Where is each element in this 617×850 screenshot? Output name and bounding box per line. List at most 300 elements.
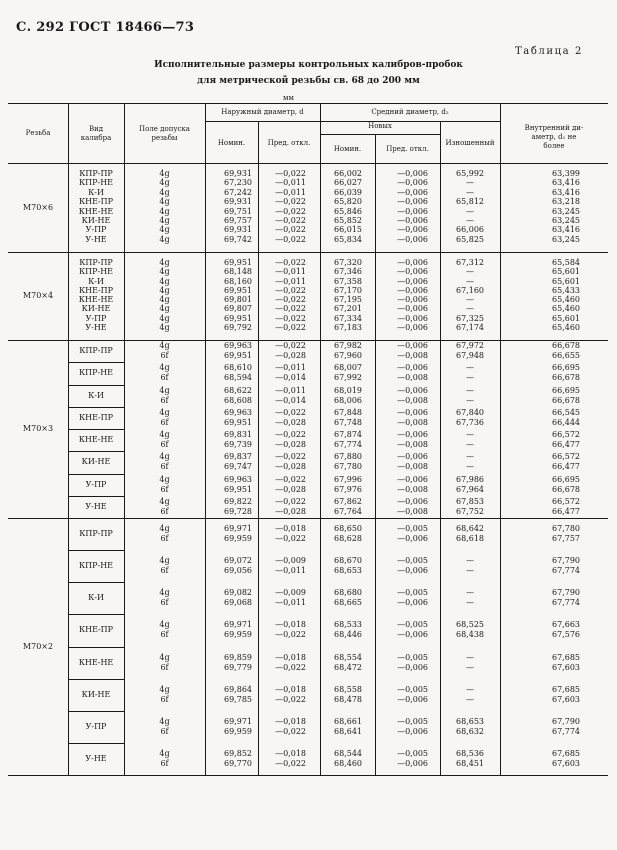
pitch-nominal-cell: 67,346 [334,267,362,277]
table-title-line1: Исполнительные размеры контрольных калибров-пробок [154,60,463,70]
pitch-nominal-cell: 67,748 [334,417,362,427]
gauge-type-cell: КПР-НЕ [78,561,114,571]
pitch-deviation-cell: —0,006 [397,322,428,332]
outer-nominal-cell: 69,751 [224,206,252,216]
inner-diameter-cell: 66,572 [552,452,580,462]
tolerance-cell: 4g [159,341,170,351]
worn-cell: — [466,556,474,566]
outer-deviation-cell: —0,022 [275,169,306,178]
tolerance-cell: 4g [159,197,170,207]
tolerance-cell: 6f [160,566,169,576]
pitch-deviation-cell: —0,006 [397,758,428,768]
pitch-deviation-cell: —0,006 [397,304,428,314]
worn-cell: — [466,440,474,450]
worn-cell: 65,992 [456,169,484,178]
pitch-deviation-cell: —0,006 [397,215,428,225]
outer-nominal-cell: 68,148 [224,267,252,277]
outer-nominal-cell: 69,082 [224,588,252,598]
outer-deviation-cell: —0,011 [275,363,306,373]
pitch-nominal-cell: 68,653 [334,566,362,576]
inner-diameter-cell: 66,678 [552,341,580,351]
pitch-deviation-cell: —0,008 [397,484,428,494]
outer-deviation-cell: —0,018 [275,620,306,630]
outer-nominal-cell: 69,822 [224,496,252,506]
pitch-nominal-cell: 68,670 [334,556,362,566]
tolerance-cell: 6f [160,630,169,640]
outer-deviation-cell: —0,022 [275,341,306,351]
gauge-type-cell: КПР-ПР [79,529,113,539]
tolerance-cell: 4g [159,684,170,694]
pitch-deviation-cell: —0,006 [397,662,428,672]
outer-deviation-cell: —0,018 [275,748,306,758]
inner-diameter-cell: 66,545 [552,407,580,417]
outer-nominal-cell: 69,852 [224,748,252,758]
worn-cell: — [466,694,474,704]
tolerance-cell: 4g [159,295,170,304]
outer-nominal-cell: 68,160 [224,276,252,286]
worn-cell: — [466,652,474,662]
outer-nominal-cell: 69,785 [224,694,252,704]
inner-diameter-cell: 67,685 [552,652,580,662]
outer-deviation-cell: —0,022 [275,197,306,207]
outer-deviation-cell: —0,022 [275,630,306,640]
worn-cell: — [466,178,474,188]
outer-nominal-cell: 69,963 [224,341,252,351]
worn-cell: 68,632 [456,726,484,736]
header-gauge-type: Вид [88,125,104,133]
outer-deviation-cell: —0,022 [275,534,306,544]
outer-deviation-cell: —0,022 [275,215,306,225]
worn-cell: 67,160 [456,285,484,295]
worn-cell: — [466,304,474,314]
worn-cell: 67,840 [456,407,484,417]
outer-nominal-cell: 69,963 [224,407,252,417]
tolerance-cell: 4g [159,234,170,244]
outer-nominal-cell: 69,971 [224,716,252,726]
pitch-deviation-cell: —0,008 [397,395,428,405]
worn-cell: 67,325 [456,313,484,323]
inner-diameter-cell: 66,477 [552,440,580,450]
worn-cell: — [466,267,474,277]
outer-nominal-cell: 68,594 [224,373,252,383]
gauge-type-cell: КНЕ-ПР [78,412,114,422]
pitch-nominal-cell: 67,334 [334,313,362,323]
header-inner-diameter: аметр, d₁ не [531,133,577,141]
tolerance-cell: 6f [160,598,169,608]
pitch-deviation-cell: —0,006 [397,407,428,417]
outer-nominal-cell: 69,971 [224,524,252,534]
worn-cell: — [466,395,474,405]
inner-diameter-cell: 65,460 [552,304,580,314]
gauge-type-cell: К-И [88,187,104,197]
units-label: мм [283,94,294,102]
pitch-nominal-cell: 67,195 [334,295,362,304]
tolerance-cell: 6f [160,534,169,544]
outer-deviation-cell: —0,022 [275,322,306,332]
outer-nominal-cell: 69,757 [224,215,252,225]
pitch-nominal-cell: 67,880 [334,452,362,462]
worn-cell: 68,525 [456,620,484,630]
pitch-deviation-cell: —0,006 [397,234,428,244]
outer-nominal-cell: 69,951 [224,313,252,323]
worn-cell: — [466,566,474,576]
worn-cell: — [466,462,474,472]
gauge-type-cell: К-И [88,390,104,400]
header-gauge-type: калибра [80,134,112,142]
worn-cell: 67,986 [456,474,484,484]
pitch-deviation-cell: —0,006 [397,474,428,484]
tolerance-cell: 6f [160,694,169,704]
pitch-deviation-cell: —0,006 [397,534,428,544]
outer-deviation-cell: —0,022 [275,234,306,244]
outer-nominal-cell: 69,951 [224,484,252,494]
pitch-deviation-cell: —0,005 [397,684,428,694]
gauge-rule [68,743,124,744]
pitch-nominal-cell: 66,002 [334,169,362,178]
gauge-type-cell: К-И [88,276,104,286]
gauge-type-cell: У-ПР [85,225,107,235]
tolerance-cell: 4g [159,313,170,323]
outer-deviation-cell: —0,028 [275,462,306,472]
outer-nominal-cell: 69,770 [224,758,252,768]
outer-nominal-cell: 69,971 [224,620,252,630]
worn-cell: — [466,684,474,694]
outer-deviation-cell: —0,022 [275,206,306,216]
outer-deviation-cell: —0,028 [275,440,306,450]
pitch-deviation-cell: —0,006 [397,452,428,462]
pitch-deviation-cell: —0,006 [397,313,428,323]
outer-deviation-cell: —0,022 [275,758,306,768]
outer-deviation-cell: —0,028 [275,351,306,361]
outer-nominal-cell: 69,959 [224,630,252,640]
outer-deviation-cell: —0,009 [275,588,306,598]
outer-nominal-cell: 69,959 [224,534,252,544]
outer-deviation-cell: —0,018 [275,716,306,726]
tolerance-cell: 4g [159,430,170,440]
outer-nominal-cell: 69,792 [224,322,252,332]
gauge-type-cell: У-НЕ [85,234,107,244]
inner-diameter-cell: 67,603 [552,694,580,704]
thread-size-label: М70×4 [22,291,54,300]
pitch-deviation-cell: —0,006 [397,430,428,440]
pitch-deviation-cell: —0,005 [397,652,428,662]
gauge-type-cell: КНЕ-ПР [78,197,114,207]
inner-diameter-cell: 67,685 [552,684,580,694]
tolerance-cell: 4g [159,258,170,267]
outer-nominal-cell: 69,951 [224,417,252,427]
pitch-nominal-cell: 67,183 [334,322,362,332]
pitch-nominal-cell: 68,641 [334,726,362,736]
worn-cell: — [466,363,474,373]
tolerance-cell: 4g [159,652,170,662]
gauge-rule [68,407,124,408]
inner-diameter-cell: 63,218 [552,197,580,207]
outer-deviation-cell: —0,022 [275,452,306,462]
outer-deviation-cell: —0,011 [275,598,306,608]
tolerance-cell: 4g [159,716,170,726]
gauge-type-cell: КНЕ-НЕ [78,435,114,445]
gauge-type-cell: КИ-НЕ [81,689,111,699]
gauge-type-cell: КНЕ-НЕ [78,206,114,216]
pitch-nominal-cell: 68,460 [334,758,362,768]
worn-cell: 67,964 [456,484,484,494]
outer-nominal-cell: 69,959 [224,726,252,736]
pitch-deviation-cell: —0,006 [397,496,428,506]
pitch-deviation-cell: —0,006 [397,206,428,216]
pitch-deviation-cell: —0,006 [397,197,428,207]
pitch-deviation-cell: —0,005 [397,620,428,630]
worn-cell: 67,752 [456,506,484,516]
gauge-type-cell: КНЕ-ПР [78,285,114,295]
tolerance-cell: 6f [160,662,169,672]
gauge-rule [68,614,124,615]
worn-cell: 67,972 [456,341,484,351]
pitch-nominal-cell: 68,665 [334,598,362,608]
worn-cell: — [466,385,474,395]
outer-deviation-cell: —0,009 [275,556,306,566]
outer-deviation-cell: —0,022 [275,313,306,323]
outer-deviation-cell: —0,022 [275,430,306,440]
pitch-nominal-cell: 68,544 [334,748,362,758]
outer-nominal-cell: 69,728 [224,506,252,516]
inner-diameter-cell: 67,757 [552,534,580,544]
table-title-line2: для метрической резьбы св. 68 до 200 мм [197,76,420,86]
gauge-rule [68,711,124,712]
pitch-deviation-cell: —0,008 [397,373,428,383]
outer-deviation-cell: —0,022 [275,474,306,484]
pitch-nominal-cell: 67,996 [334,474,362,484]
inner-diameter-cell: 63,245 [552,234,580,244]
pitch-deviation-cell: —0,005 [397,524,428,534]
outer-deviation-cell: —0,018 [275,684,306,694]
outer-nominal-cell: 69,951 [224,351,252,361]
outer-nominal-cell: 69,072 [224,556,252,566]
inner-diameter-cell: 63,245 [552,206,580,216]
worn-cell: 67,736 [456,417,484,427]
tolerance-cell: 4g [159,620,170,630]
outer-deviation-cell: —0,028 [275,506,306,516]
worn-cell: — [466,276,474,286]
inner-diameter-cell: 67,663 [552,620,580,630]
thread-size-label: М70×3 [22,424,54,433]
outer-deviation-cell: —0,022 [275,304,306,314]
worn-cell: 65,825 [456,234,484,244]
outer-deviation-cell: —0,011 [275,178,306,188]
outer-deviation-cell: —0,028 [275,484,306,494]
worn-cell: 68,451 [456,758,484,768]
pitch-nominal-cell: 67,862 [334,496,362,506]
gauge-rule [68,679,124,680]
pitch-nominal-cell: 67,960 [334,351,362,361]
pitch-deviation-cell: —0,006 [397,169,428,178]
outer-nominal-cell: 69,807 [224,304,252,314]
inner-diameter-cell: 67,685 [552,748,580,758]
pitch-nominal-cell: 67,764 [334,506,362,516]
outer-nominal-cell: 69,831 [224,430,252,440]
inner-diameter-cell: 63,416 [552,225,580,235]
block-rule [8,340,608,341]
inner-diameter-cell: 63,245 [552,215,580,225]
outer-nominal-cell: 69,864 [224,684,252,694]
gauge-type-cell: У-ПР [85,479,107,489]
tolerance-cell: 6f [160,351,169,361]
worn-cell: — [466,295,474,304]
outer-deviation-cell: —0,022 [275,496,306,506]
gauge-rule [68,451,124,452]
inner-diameter-cell: 67,774 [552,726,580,736]
outer-deviation-cell: —0,014 [275,373,306,383]
inner-diameter-cell: 67,790 [552,588,580,598]
outer-deviation-cell: —0,011 [275,385,306,395]
header-outer-deviation: Пред. откл. [267,139,311,147]
pitch-nominal-cell: 68,661 [334,716,362,726]
pitch-deviation-cell: —0,006 [397,341,428,351]
worn-cell: — [466,452,474,462]
inner-diameter-cell: 66,678 [552,484,580,494]
pitch-deviation-cell: —0,005 [397,588,428,598]
outer-deviation-cell: —0,028 [275,417,306,427]
outer-nominal-cell: 68,608 [224,395,252,405]
gauge-rule [68,362,124,363]
tolerance-cell: 4g [159,452,170,462]
pitch-deviation-cell: —0,006 [397,285,428,295]
gauge-type-cell: У-НЕ [85,501,107,511]
inner-diameter-cell: 66,477 [552,462,580,472]
gauge-rule [68,496,124,497]
worn-cell: 65,812 [456,197,484,207]
worn-cell: — [466,373,474,383]
outer-nominal-cell: 68,610 [224,363,252,373]
pitch-nominal-cell: 65,852 [334,215,362,225]
gauge-type-cell: КПР-ПР [79,169,113,178]
tolerance-cell: 4g [159,304,170,314]
block-rule [8,775,608,776]
outer-nominal-cell: 69,931 [224,169,252,178]
inner-diameter-cell: 65,460 [552,295,580,304]
tolerance-cell: 6f [160,758,169,768]
worn-cell: 67,174 [456,322,484,332]
tolerance-cell: 4g [159,474,170,484]
pitch-deviation-cell: —0,008 [397,351,428,361]
gauge-type-cell: КПР-НЕ [78,178,114,188]
pitch-nominal-cell: 67,780 [334,462,362,472]
pitch-nominal-cell: 66,039 [334,187,362,197]
pitch-nominal-cell: 66,027 [334,178,362,188]
pitch-nominal-cell: 67,358 [334,276,362,286]
tolerance-cell: 4g [159,748,170,758]
gauge-rule [68,385,124,386]
thread-size-label: М70×6 [22,202,54,212]
header-inner-diameter: Внутренний ди- [524,124,584,132]
inner-diameter-cell: 66,572 [552,496,580,506]
pitch-deviation-cell: —0,006 [397,363,428,373]
header-worn: Изношенный [445,139,495,147]
pitch-nominal-cell: 67,320 [334,258,362,267]
worn-cell: 68,438 [456,630,484,640]
gauge-type-cell: КПР-НЕ [78,368,114,378]
outer-nominal-cell: 69,068 [224,598,252,608]
gauge-type-cell: КИ-НЕ [81,215,111,225]
inner-diameter-cell: 67,774 [552,598,580,608]
worn-cell: — [466,588,474,598]
header-pitch-nominal: Номин. [333,145,362,153]
tolerance-cell: 4g [159,322,170,332]
pitch-deviation-cell: —0,006 [397,598,428,608]
pitch-nominal-cell: 68,007 [334,363,362,373]
pitch-deviation-cell: —0,006 [397,267,428,277]
pitch-nominal-cell: 67,170 [334,285,362,295]
thread-size-label: М70×2 [22,641,54,651]
pitch-deviation-cell: —0,006 [397,187,428,197]
pitch-nominal-cell: 67,976 [334,484,362,494]
pitch-deviation-cell: —0,006 [397,258,428,267]
pitch-nominal-cell: 67,201 [334,304,362,314]
gauge-rule [68,550,124,551]
inner-diameter-cell: 67,790 [552,556,580,566]
inner-diameter-cell: 66,695 [552,385,580,395]
pitch-nominal-cell: 67,774 [334,440,362,450]
pitch-deviation-cell: —0,008 [397,417,428,427]
header-tolerance: резьбы [151,134,178,142]
header-outer-nominal: Номин. [217,139,246,147]
tolerance-cell: 6f [160,506,169,516]
inner-diameter-cell: 66,695 [552,363,580,373]
tolerance-cell: 4g [159,385,170,395]
gauge-type-cell: У-НЕ [85,753,107,763]
inner-diameter-cell: 66,678 [552,395,580,405]
tolerance-cell: 4g [159,267,170,277]
header-inner-diameter: более [543,142,565,150]
worn-cell: — [466,598,474,608]
inner-diameter-cell: 65,601 [552,313,580,323]
pitch-deviation-cell: —0,006 [397,566,428,576]
page-header: С. 292 ГОСТ 18466—73 [16,20,195,35]
worn-cell: 68,536 [456,748,484,758]
gauge-rule [68,582,124,583]
gauge-type-cell: У-ПР [85,313,107,323]
pitch-deviation-cell: —0,006 [397,385,428,395]
gauge-rule [68,474,124,475]
tolerance-cell: 4g [159,169,170,178]
outer-nominal-cell: 69,963 [224,474,252,484]
inner-diameter-cell: 65,601 [552,276,580,286]
pitch-group-rule [320,121,500,122]
pitch-deviation-cell: —0,006 [397,276,428,286]
tolerance-cell: 6f [160,726,169,736]
outer-nominal-cell: 69,931 [224,225,252,235]
pitch-deviation-cell: —0,006 [397,630,428,640]
gauge-rule [68,429,124,430]
worn-cell: 67,853 [456,496,484,506]
tolerance-cell: 4g [159,363,170,373]
table-top-rule [8,103,608,104]
outer-deviation-cell: —0,022 [275,662,306,672]
outer-nominal-cell: 69,837 [224,452,252,462]
tolerance-cell: 4g [159,276,170,286]
header-bottom-rule [8,163,608,164]
outer-deviation-cell: —0,011 [275,187,306,197]
outer-nominal-cell: 69,859 [224,652,252,662]
inner-diameter-cell: 63,416 [552,178,580,188]
tolerance-cell: 6f [160,440,169,450]
block-rule [8,252,608,253]
outer-deviation-cell: —0,022 [275,694,306,704]
pitch-nominal-cell: 67,874 [334,430,362,440]
pitch-nominal-cell: 68,472 [334,662,362,672]
worn-cell: 67,948 [456,351,484,361]
outer-nominal-cell: 69,951 [224,285,252,295]
header-outer-diameter: Наружный диаметр, d [221,108,304,116]
